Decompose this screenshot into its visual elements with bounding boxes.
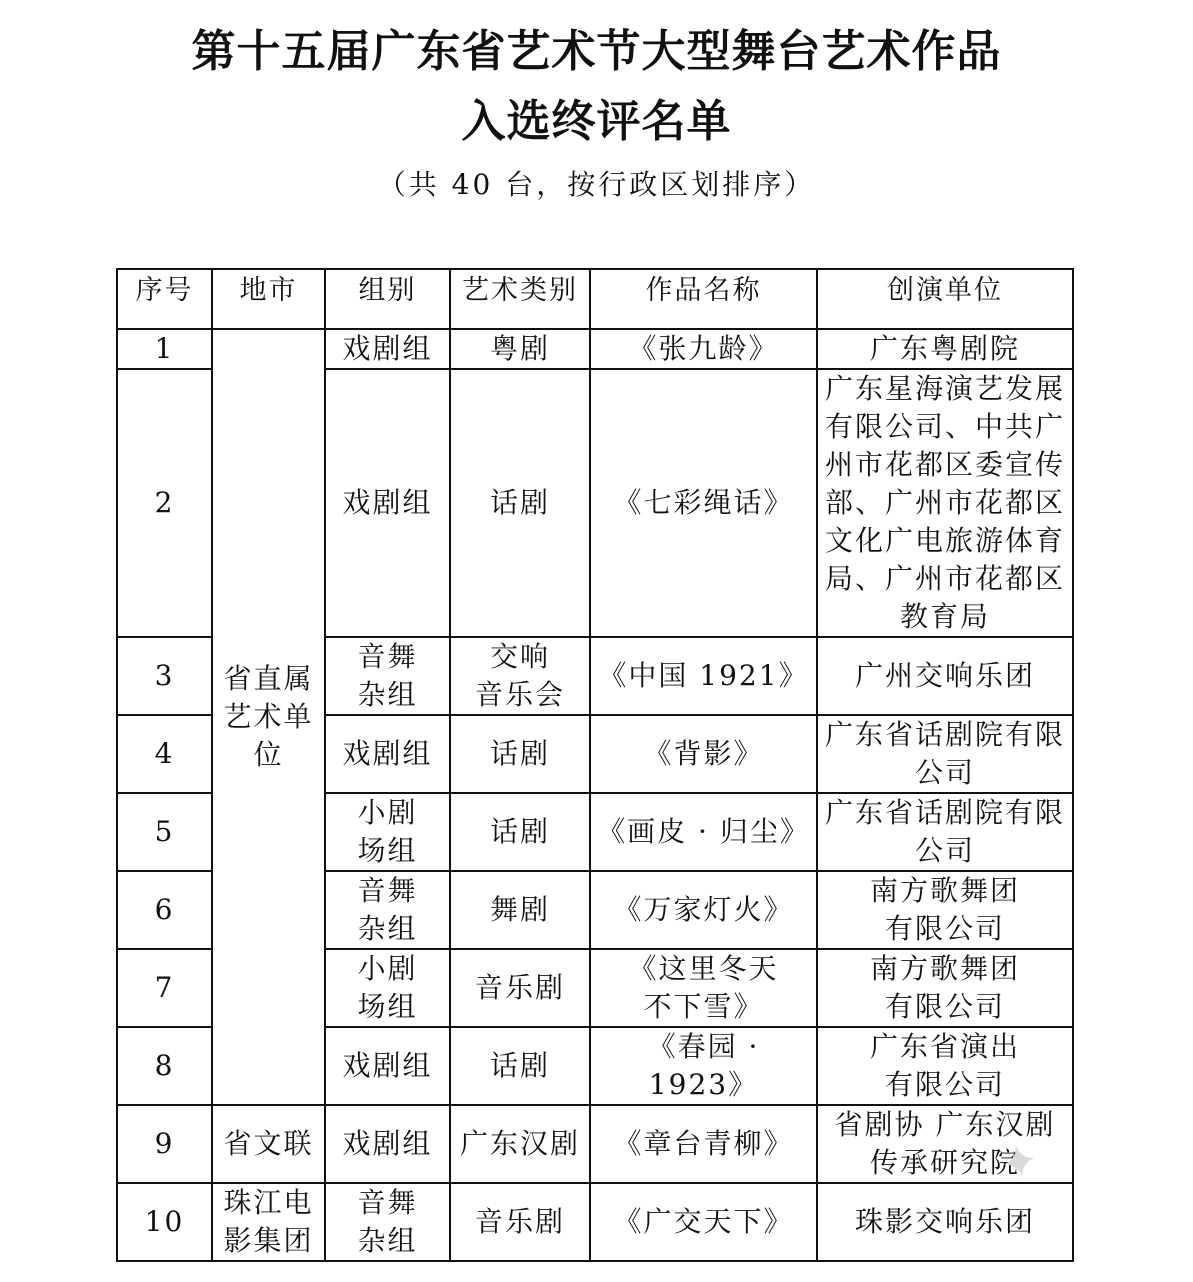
cell-category: 话剧 xyxy=(450,793,590,871)
cell-work: 《中国 1921》 xyxy=(590,637,817,715)
cell-group: 戏剧组 xyxy=(325,369,450,637)
header-city: 地市 xyxy=(212,269,325,329)
document-title-line1: 第十五届广东省艺术节大型舞台艺术作品 xyxy=(191,26,1002,77)
cell-work: 《万家灯火》 xyxy=(590,871,817,949)
cell-work: 《背影》 xyxy=(590,715,817,793)
cell-work: 《春园 · 1923》 xyxy=(590,1027,817,1105)
header-group: 组别 xyxy=(325,269,450,329)
header-number: 序号 xyxy=(117,269,212,329)
cell-work: 《画皮 · 归尘》 xyxy=(590,793,817,871)
cell-unit: 广东粤剧院 xyxy=(817,329,1073,369)
cell-number: 9 xyxy=(117,1105,212,1183)
cell-unit: 珠影交响乐团 xyxy=(817,1183,1073,1261)
cell-work: 《章台青柳》 xyxy=(590,1105,817,1183)
cell-group: 小剧 场组 xyxy=(325,949,450,1027)
cell-category: 舞剧 xyxy=(450,871,590,949)
cell-group: 戏剧组 xyxy=(325,1105,450,1183)
cell-category: 音乐剧 xyxy=(450,949,590,1027)
cell-category: 粤剧 xyxy=(450,329,590,369)
cell-category: 广东汉剧 xyxy=(450,1105,590,1183)
cell-number: 2 xyxy=(117,369,212,637)
header-unit: 创演单位 xyxy=(817,269,1073,329)
cell-category: 交响 音乐会 xyxy=(450,637,590,715)
cell-category: 话剧 xyxy=(450,715,590,793)
watermark-logo: ✦ xyxy=(994,1131,1044,1193)
cell-unit: 南方歌舞团 有限公司 xyxy=(817,949,1073,1027)
header-category: 艺术类别 xyxy=(450,269,590,329)
cell-unit: 广东星海演艺发展 有限公司、中共广 州市花都区委宣传 部、广州市花都区 文化广电旅游体育 局、广州市花都区 教育局 xyxy=(817,369,1073,637)
cell-unit: 南方歌舞团 有限公司 xyxy=(817,871,1073,949)
cell-city: 省文联 xyxy=(212,1105,325,1183)
cell-number: 3 xyxy=(117,637,212,715)
cell-group: 音舞 杂组 xyxy=(325,1183,450,1261)
cell-number: 5 xyxy=(117,793,212,871)
table-header-row xyxy=(117,269,1073,329)
finalist-table xyxy=(116,268,1074,1262)
cell-work: 《张九龄》 xyxy=(590,329,817,369)
cell-work: 《广交天下》 xyxy=(590,1183,817,1261)
cell-city: 省直属 艺术单 位 xyxy=(212,329,325,1105)
cell-number: 8 xyxy=(117,1027,212,1105)
cell-city: 珠江电 影集团 xyxy=(212,1183,325,1261)
cell-group: 音舞 杂组 xyxy=(325,637,450,715)
cell-unit: 省剧协 广东汉剧 传承研究院 xyxy=(817,1105,1073,1183)
cell-unit: 广东省话剧院有限 公司 xyxy=(817,715,1073,793)
cell-unit: 广东省演出 有限公司 xyxy=(817,1027,1073,1105)
document-subtitle: （共 40 台，按行政区划排序） xyxy=(377,168,816,201)
cell-unit: 广州交响乐团 xyxy=(817,637,1073,715)
cell-number: 7 xyxy=(117,949,212,1027)
cell-category: 话剧 xyxy=(450,1027,590,1105)
cell-number: 10 xyxy=(117,1183,212,1261)
cell-work: 《这里冬天 不下雪》 xyxy=(590,949,817,1027)
cell-group: 音舞 杂组 xyxy=(325,871,450,949)
cell-group: 小剧 场组 xyxy=(325,793,450,871)
table-row xyxy=(117,1105,1073,1183)
cell-number: 1 xyxy=(117,329,212,369)
header-work: 作品名称 xyxy=(590,269,817,329)
cell-category: 音乐剧 xyxy=(450,1183,590,1261)
cell-number: 4 xyxy=(117,715,212,793)
cell-group: 戏剧组 xyxy=(325,1027,450,1105)
document-title-line2: 入选终评名单 xyxy=(461,96,732,147)
cell-group: 戏剧组 xyxy=(325,329,450,369)
cell-number: 6 xyxy=(117,871,212,949)
cell-work: 《七彩绳话》 xyxy=(590,369,817,637)
table-row xyxy=(117,1183,1073,1261)
cell-group: 戏剧组 xyxy=(325,715,450,793)
cell-category: 话剧 xyxy=(450,369,590,637)
table-row xyxy=(117,329,1073,369)
cell-unit: 广东省话剧院有限 公司 xyxy=(817,793,1073,871)
